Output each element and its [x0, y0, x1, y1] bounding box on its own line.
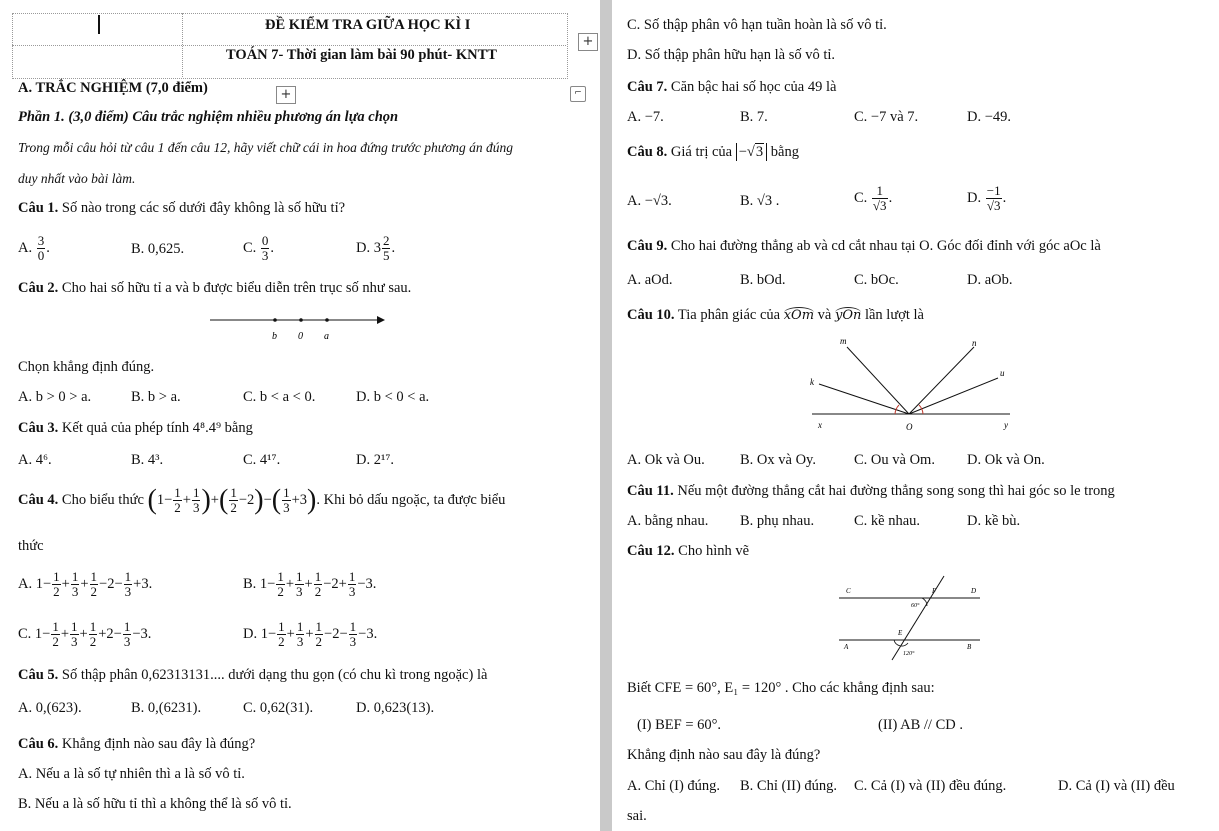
part1-title: Phần 1. (3,0 điểm) Câu trắc nghiệm nhiều phương án lựa chọn — [18, 109, 399, 125]
document-page-left — [0, 0, 600, 831]
number-line-label-0: 0 — [298, 331, 303, 342]
q9-option-a: A. aOd. — [627, 272, 673, 288]
q5-option-b: B. 0,(6231). — [131, 700, 202, 716]
q5-option-d: D. 0,623(13). — [356, 700, 435, 716]
number-line-label-a: a — [324, 331, 329, 342]
ray-label-x: x — [818, 420, 822, 430]
question-6: Câu 6. Khẳng định nào sau đây là đúng? — [18, 736, 256, 752]
q4-option-d: D. 1− $\frac{1}{2}$ + $\frac{1}{3}$ + $\frac{1}{2}$ −2− $\frac{1}{3}$ −3. — [243, 619, 378, 649]
q1-option-a: A. $\frac{3}{0}$ . — [18, 233, 50, 263]
q12-statement-2: (II) AB // CD . — [878, 717, 963, 733]
q3-option-a: A. 4⁶. — [18, 452, 52, 468]
q2-option-a: A. b > 0 > a. — [18, 389, 92, 405]
exam-subtitle: TOÁN 7- Thời gian làm bài 90 phút- KNTT — [226, 47, 497, 63]
fraction: $\frac{3}{0}$ — [37, 233, 45, 263]
q7-option-a: A. −7. — [627, 109, 664, 125]
point-label-e: E — [898, 629, 903, 637]
exam-title: ĐỀ KIỂM TRA GIỮA HỌC KÌ I — [265, 17, 471, 33]
q6-option-b: B. Nếu a là số hữu tỉ thì a không thể là số vô tỉ. — [18, 796, 292, 812]
q5-option-c: C. 0,62(31). — [243, 700, 314, 716]
ray-label-n: n — [972, 338, 977, 348]
ray-label-m: m — [840, 336, 847, 346]
question-7: Câu 7. Căn bậc hai số học của 49 là — [627, 79, 837, 95]
q1-option-c: C. $\frac{0}{3}$ . — [243, 233, 275, 263]
q12-option-c: C. Cả (I) và (II) đều đúng. — [854, 778, 1007, 794]
question-8: Câu 8. Giá trị của −√3 bằng — [627, 144, 799, 160]
ray-label-k: k — [810, 377, 814, 387]
q4-option-a: A. 1− $\frac{1}{2}$ + $\frac{1}{3}$ + $\frac{1}{2}$ −2− $\frac{1}{3}$ +3. — [18, 569, 153, 599]
q10-option-d: D. Ok và On. — [967, 452, 1045, 468]
q12-option-d-continued: sai. — [627, 808, 647, 824]
q3-option-b: B. 4³. — [131, 452, 164, 468]
q1-option-b: B. 0,625. — [131, 241, 185, 257]
q2-option-d: D. b < 0 < a. — [356, 389, 430, 405]
point-label-o: O — [906, 422, 913, 432]
angle-label-60: 60° — [911, 603, 920, 609]
q11-option-b: B. phụ nhau. — [740, 513, 815, 529]
add-column-button[interactable]: + — [578, 33, 598, 51]
q11-option-c: C. kề nhau. — [854, 513, 921, 529]
q12-option-d: D. Cả (I) và (II) đều — [1058, 778, 1175, 794]
q2-prompt: Chọn khẳng định đúng. — [18, 359, 155, 375]
question-3: Câu 3. Kết quả của phép tính 4⁸.4⁹ bằng — [18, 420, 253, 436]
q1-option-d: D. 3 $\frac{2}{5}$ . — [356, 233, 396, 263]
q4-option-b: B. 1− $\frac{1}{2}$ + $\frac{1}{3}$ + $\frac{1}{2}$ −2+ $\frac{1}{3}$ −3. — [243, 569, 377, 599]
ray-label-y: y — [1004, 420, 1008, 430]
q12-option-a: A. Chỉ (I) đúng. — [627, 778, 721, 794]
q8-option-b: B. √3 . — [740, 193, 780, 209]
q6-option-d: D. Số thập phân hữu hạn là số vô tỉ. — [627, 47, 836, 63]
part1-instruction-2: duy nhất vào bài làm. — [18, 171, 136, 186]
q10-option-b: B. Ox và Oy. — [740, 452, 816, 468]
q11-option-d: D. kề bù. — [967, 513, 1021, 529]
table-resize-handle[interactable]: ⌐ — [570, 86, 586, 102]
q7-option-d: D. −49. — [967, 109, 1012, 125]
question-1: Câu 1. Số nào trong các số dưới đây không là số hữu tỉ? — [18, 200, 346, 216]
q6-option-c: C. Số thập phân vô hạn tuần hoàn là số vô tỉ. — [627, 17, 887, 33]
q8-option-a: A. −√3. — [627, 193, 672, 209]
number-line-figure — [205, 310, 395, 346]
point-label-d: D — [971, 587, 977, 595]
angle-label-120: 120° — [903, 651, 915, 657]
question-12: Câu 12. Cho hình vẽ — [627, 543, 750, 559]
question-2: Câu 2. Cho hai số hữu tỉ a và b được biểu diễn trên trục số như sau. — [18, 280, 412, 296]
number-line-label-b: b — [272, 331, 277, 342]
angle-rays-figure — [802, 334, 1022, 434]
q2-option-b: B. b > a. — [131, 389, 181, 405]
q10-option-a: A. Ok và Ou. — [627, 452, 705, 468]
text-cursor — [98, 15, 100, 34]
q3-option-d: D. 2¹⁷. — [356, 452, 394, 468]
q11-option-a: A. bằng nhau. — [627, 513, 709, 529]
q4-text-continued: thức — [18, 538, 44, 554]
q8-option-d: D. $\frac{-1}{√3}$ . — [967, 183, 1007, 213]
q12-given: Biết CFE = 60°, E₁ = 120° . Cho các khẳng định sau: — [627, 680, 935, 696]
point-label-c: C — [846, 587, 851, 595]
question-10: Câu 10. Tia phân giác của xOm và yOn lần lượt là — [627, 307, 924, 323]
q5-option-a: A. 0,(623). — [18, 700, 82, 716]
question-11: Câu 11. Nếu một đường thẳng cắt hai đường thẳng song song thì hai góc so le trong — [627, 483, 1115, 499]
question-4: Câu 4. Cho biểu thức (1− $\frac{1}{2}$ + $\frac{1}{3}$ )+( $\frac{1}{2}$ −2)−( $\frac{1}{3}$ +3). Khi bỏ dấu ngoặc, ta được biểu — [18, 484, 506, 516]
section-a-title: A. TRẮC NGHIỆM (7,0 điểm) — [18, 80, 208, 96]
q7-option-b: B. 7. — [740, 109, 768, 125]
point-label-f: F — [932, 587, 937, 595]
q6-option-a: A. Nếu a là số tự nhiên thì a là số vô tỉ. — [18, 766, 245, 782]
q7-option-c: C. −7 và 7. — [854, 109, 919, 125]
q12-statement-1: (I) BEF = 60°. — [637, 717, 722, 733]
q2-option-c: C. b < a < 0. — [243, 389, 316, 405]
q9-option-b: B. bOd. — [740, 272, 786, 288]
ray-label-u: u — [1000, 368, 1005, 378]
part1-instruction-1: Trong mỗi câu hỏi từ câu 1 đến câu 12, hãy viết chữ cái in hoa đứng trước phương án đúng — [18, 140, 514, 155]
add-row-button[interactable]: + — [276, 86, 296, 104]
point-label-a: A — [844, 643, 849, 651]
q10-option-c: C. Ou và Om. — [854, 452, 935, 468]
q3-option-c: C. 4¹⁷. — [243, 452, 281, 468]
parallel-lines-figure — [834, 572, 984, 664]
question-5: Câu 5. Số thập phân 0,62313131.... dưới dạng thu gọn (có chu kì trong ngoặc) là — [18, 667, 488, 683]
q9-option-c: C. bOc. — [854, 272, 899, 288]
q12-question: Khẳng định nào sau đây là đúng? — [627, 747, 821, 763]
q8-option-c: C. $\frac{1}{√3}$ . — [854, 183, 893, 213]
document-page-right — [612, 0, 1219, 831]
question-9: Câu 9. Cho hai đường thẳng ab và cd cắt nhau tại O. Góc đối đỉnh với góc aOc là — [627, 238, 1101, 254]
q9-option-d: D. aOb. — [967, 272, 1013, 288]
q12-option-b: B. Chỉ (II) đúng. — [740, 778, 838, 794]
point-label-b: B — [967, 643, 972, 651]
q4-option-c: C. 1− $\frac{1}{2}$ + $\frac{1}{3}$ + $\frac{1}{2}$ +2− $\frac{1}{3}$ −3. — [18, 619, 152, 649]
